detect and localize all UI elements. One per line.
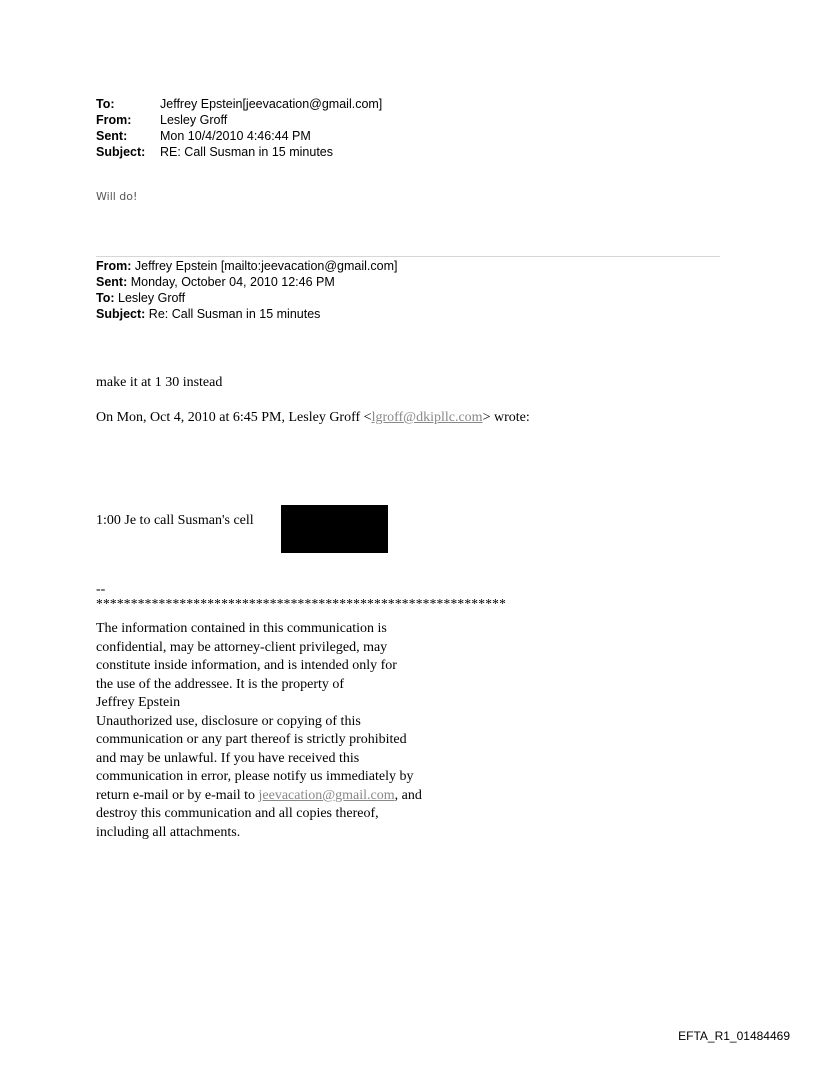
forward-divider [96,256,720,257]
disclaimer-line: communication or any part thereof is strictly prohibited [96,732,407,747]
confidentiality-disclaimer [96,620,476,842]
message-line-1: make it at 1 30 instead [96,375,223,390]
email-header [96,96,382,160]
redaction-box [281,505,388,553]
disclaimer-line: the use of the addressee. It is the property of [96,676,345,692]
signature-stars: *********************************************************** [96,596,507,611]
fwd-subject-row [96,306,397,322]
disclaimer-line: including all attachments. [96,824,241,840]
disclaimer-line: constitute inside information, and is intended only for [96,658,397,673]
subject-label: Subject: [96,145,146,159]
disclaimer-line: and may be unlawful. If you have received this [96,750,360,766]
signature-dashes: -- [96,582,106,597]
fwd-subject-label: Subject: [96,307,146,321]
fwd-to-row [96,290,397,306]
fwd-subject-value: Re: Call Susman in 15 minutes [145,307,321,321]
fwd-sent-label: Sent: [96,275,128,289]
header-subject-row [96,144,382,160]
fwd-from-value: Jeffrey Epstein [mailto:jeevacation@gmail.com] [131,259,398,273]
fwd-to-label: To: [96,291,115,305]
header-sent-row [96,128,382,144]
fwd-from-label: From: [96,259,132,273]
to-label: To: [96,97,115,111]
disclaimer-line-suffix: , and [394,787,422,803]
document-id: EFTA_R1_01484469 [678,1029,790,1043]
subject-value: RE: Call Susman in 15 minutes [160,145,333,159]
quote-suffix: > wrote: [482,410,530,425]
to-value: Jeffrey Epstein[jeevacation@gmail.com] [160,97,383,111]
header-to-row [96,96,382,112]
sent-label: Sent: [96,129,128,143]
disclaimer-line: Unauthorized use, disclosure or copying of this [96,713,361,729]
quote-email-link[interactable]: lgroff@dkipllc.com [371,410,483,425]
from-value: Lesley Groff [160,113,228,127]
fwd-to-value: Lesley Groff [114,291,186,305]
quote-prefix: On Mon, Oct 4, 2010 at 6:45 PM, Lesley Groff < [96,410,372,425]
fwd-sent-row [96,274,397,290]
quoted-line: 1:00 Je to call Susman's cell [96,513,254,528]
disclaimer-line: destroy this communication and all copies thereof, [96,806,379,821]
disclaimer-line: confidential, may be attorney-client privileged, may [96,639,388,655]
fwd-from-row [96,258,397,274]
forwarded-header [96,258,397,322]
fwd-sent-value: Monday, October 04, 2010 12:46 PM [127,275,335,289]
disclaimer-line [96,787,476,806]
sent-value: Mon 10/4/2010 4:46:44 PM [160,129,311,143]
from-label: From: [96,113,132,127]
disclaimer-line-prefix: return e-mail or by e-mail to [96,787,259,803]
reply-body: Will do! [96,190,138,203]
disclaimer-line: Jeffrey Epstein [96,695,181,710]
disclaimer-line: communication in error, please notify us immediately by [96,769,414,784]
disclaimer-line: The information contained in this communication is [96,621,387,636]
header-from-row [96,112,382,128]
disclaimer-email-link[interactable]: jeevacation@gmail.com [258,787,395,803]
quote-attribution [96,410,530,426]
